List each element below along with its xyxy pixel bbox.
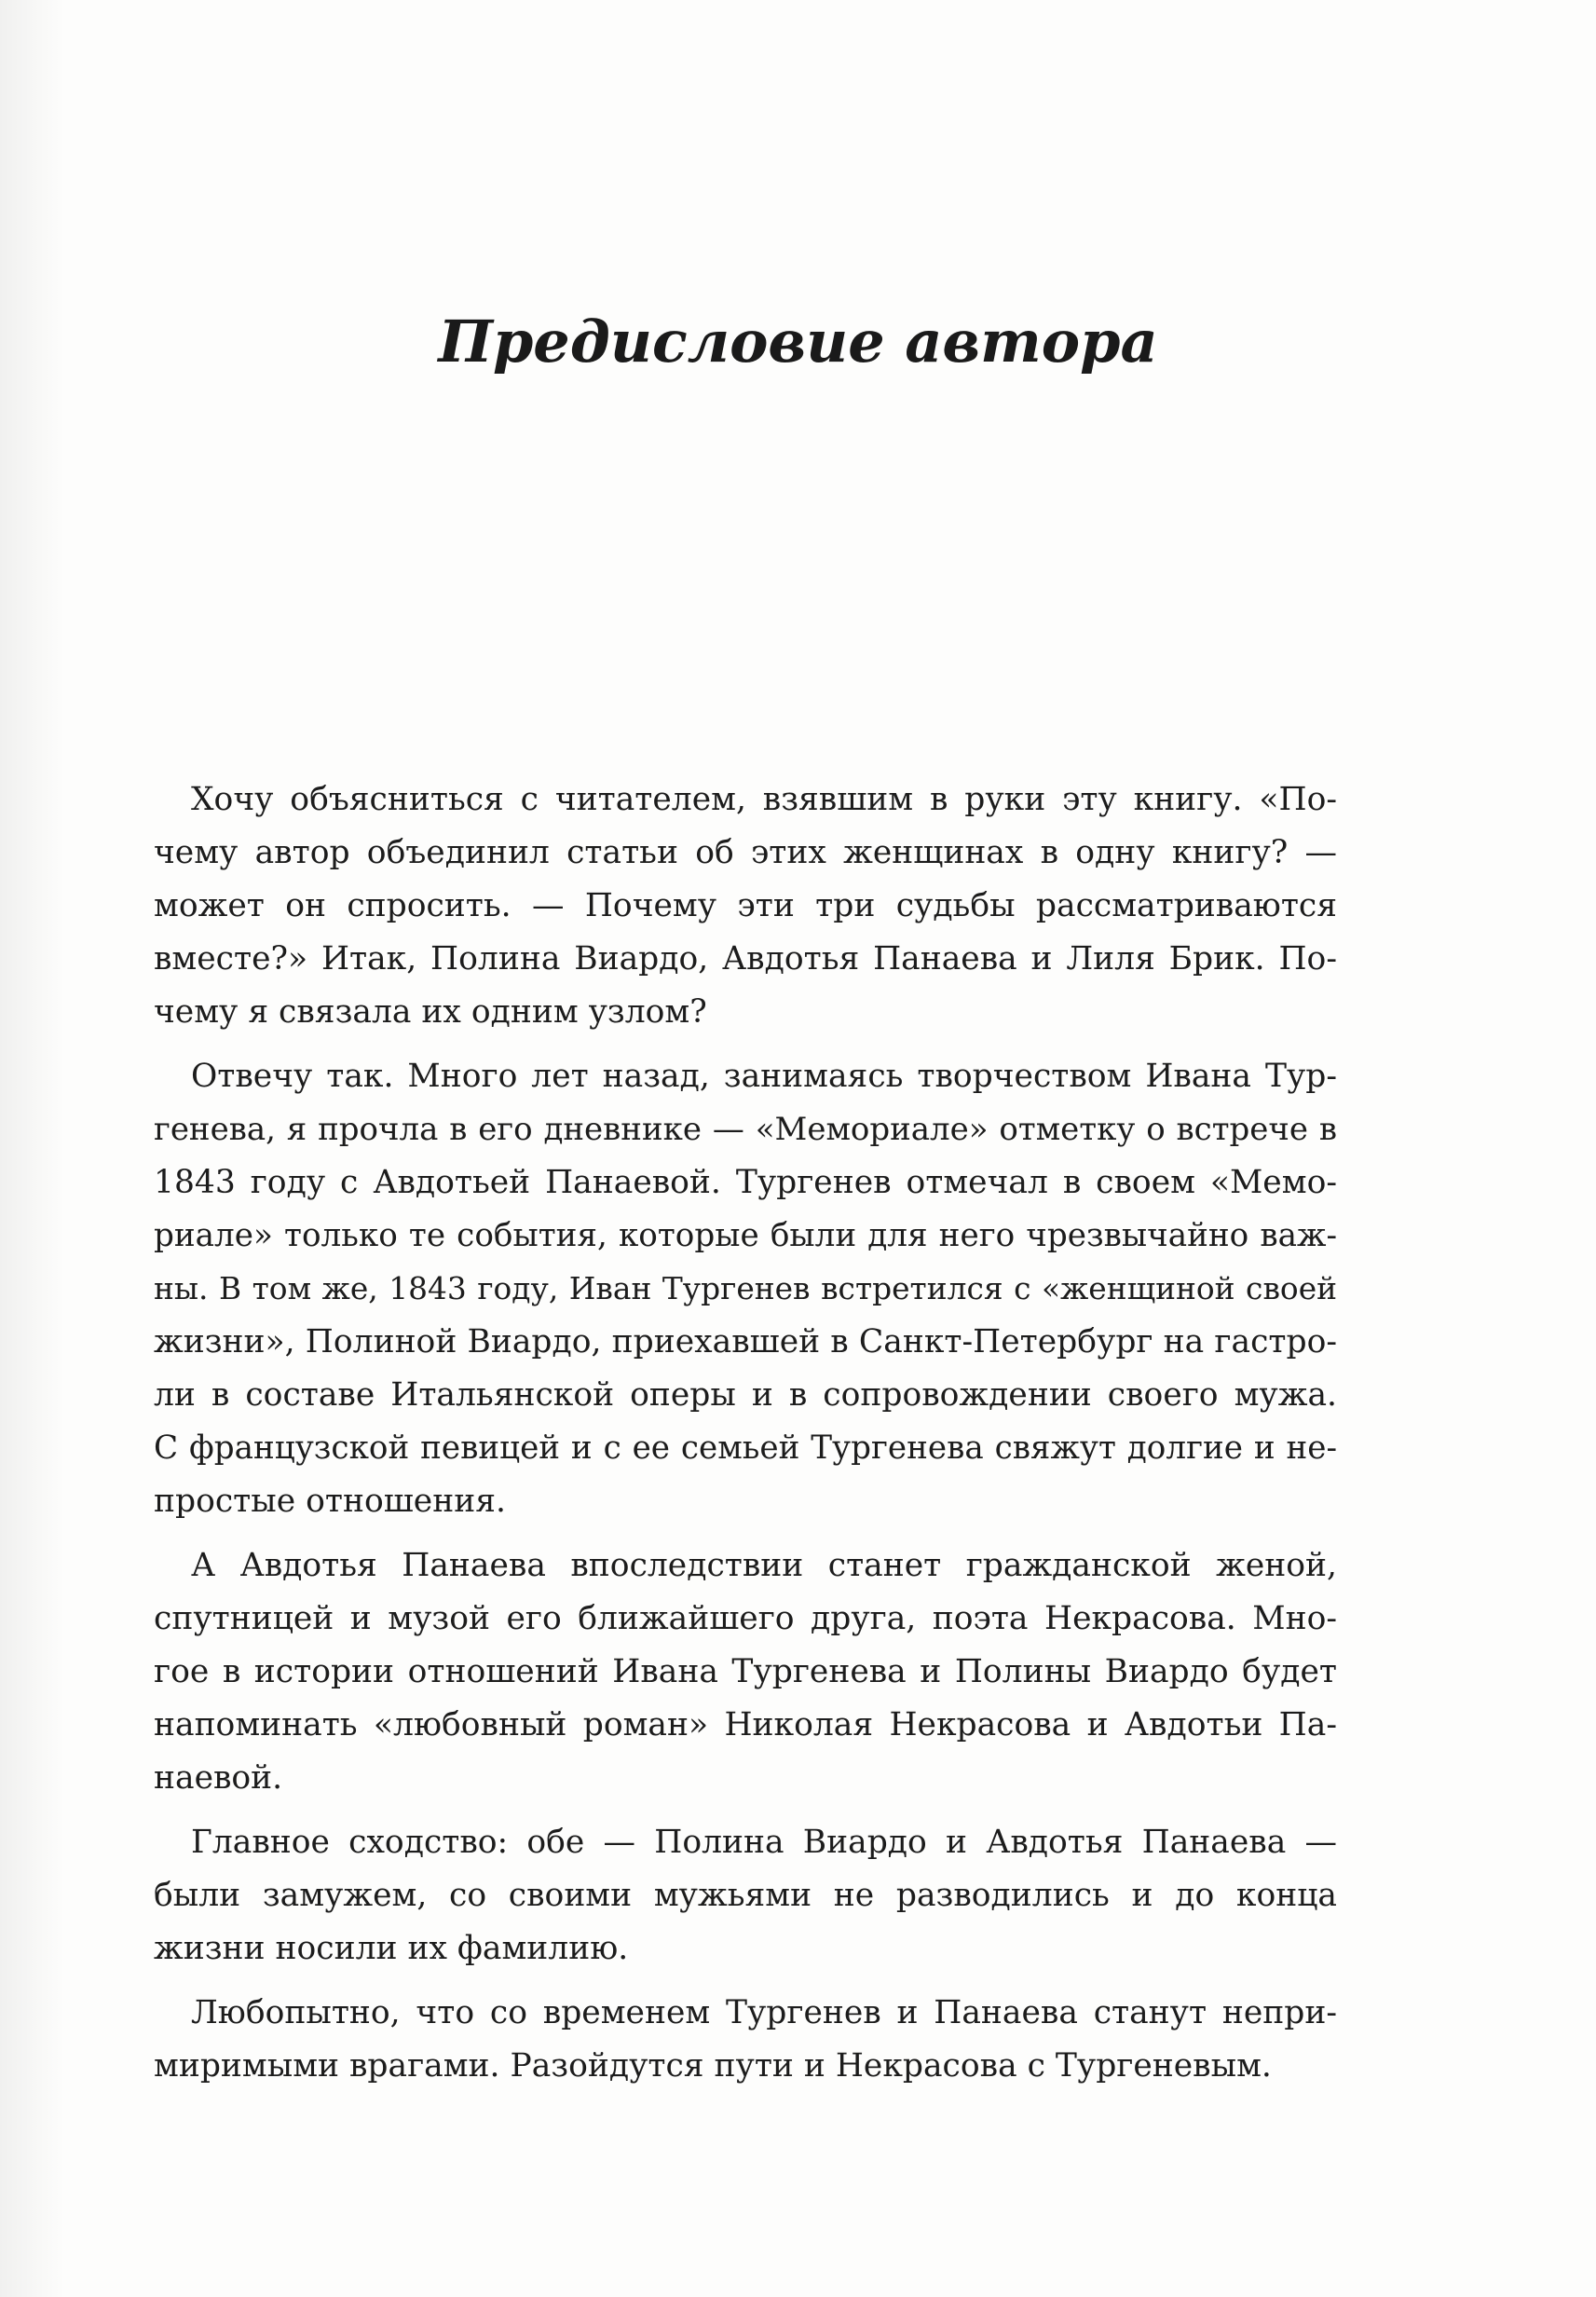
paragraph-2: [154, 1050, 1337, 1528]
paragraph-4: [154, 1816, 1337, 1976]
text-line: простые отношения.: [154, 1483, 506, 1520]
text-line: Любопытно, что со временем Тургенев и Панаева станут непри-: [191, 1994, 1337, 2031]
text-line: спутницей и музой его ближайшего друга, поэта Некрасова. Мно-: [154, 1600, 1337, 1637]
text-line: вместе?» Итак, Полина Виардо, Авдотья Панаева и Лиля Брик. По-: [154, 940, 1337, 978]
text-line: ли в составе Итальянской оперы и в сопровождении своего мужа.: [154, 1376, 1337, 1414]
paragraph-1: [154, 773, 1337, 1039]
text-line: гое в истории отношений Ивана Тургенева и Полины Виардо будет: [154, 1653, 1337, 1690]
text-line: генева, я прочла в его дневнике — «Мемориале» отметку о встрече в: [154, 1111, 1337, 1148]
text-line: может он спросить. — Почему эти три судьбы рассматриваются: [154, 887, 1337, 924]
text-line: были замужем, со своими мужьями не разводились и до конца: [154, 1877, 1337, 1914]
text-line: Отвечу так. Много лет назад, занимаясь творчеством Ивана Тур-: [191, 1058, 1337, 1095]
text-line: жизни», Полиной Виардо, приехавшей в Санкт-Петербург на гастро-: [154, 1323, 1337, 1360]
text-line: напоминать «любовный роман» Николая Некрасова и Авдотьи Па-: [154, 1706, 1337, 1743]
paragraph-3: [154, 1539, 1337, 1805]
paragraph-5: [154, 1987, 1337, 2093]
text-line: 1843 году с Авдотьей Панаевой. Тургенев отмечал в своем «Мемо-: [154, 1164, 1337, 1201]
text-line: Главное сходство: обе — Полина Виардо и Авдотья Панаева —: [191, 1824, 1337, 1861]
text-line: С французской певицей и с ее семьей Тургенева свяжут долгие и не-: [154, 1429, 1337, 1467]
text-line: А Авдотья Панаева впоследствии станет гражданской женой,: [191, 1547, 1337, 1584]
text-line: ны. В том же, 1843 году, Иван Тургенев встретился с «женщиной своей: [154, 1271, 1337, 1306]
page-title: Предисловие автора: [438, 308, 1158, 376]
text-line: чему я связала их одним узлом?: [154, 993, 707, 1031]
text-line: чему автор объединил статьи об этих женщинах в одну книгу? —: [154, 834, 1337, 871]
text-line: риале» только те события, которые были для него чрезвычайно важ-: [154, 1217, 1337, 1254]
text-line: Хочу объясниться с читателем, взявшим в руки эту книгу. «По-: [191, 781, 1337, 818]
text-line: миримыми врагами. Разойдутся пути и Некрасова с Тургеневым.: [154, 2047, 1272, 2085]
body-text: [154, 773, 1337, 2104]
text-line: наевой.: [154, 1759, 283, 1797]
text-line: жизни носили их фамилию.: [154, 1930, 629, 1967]
